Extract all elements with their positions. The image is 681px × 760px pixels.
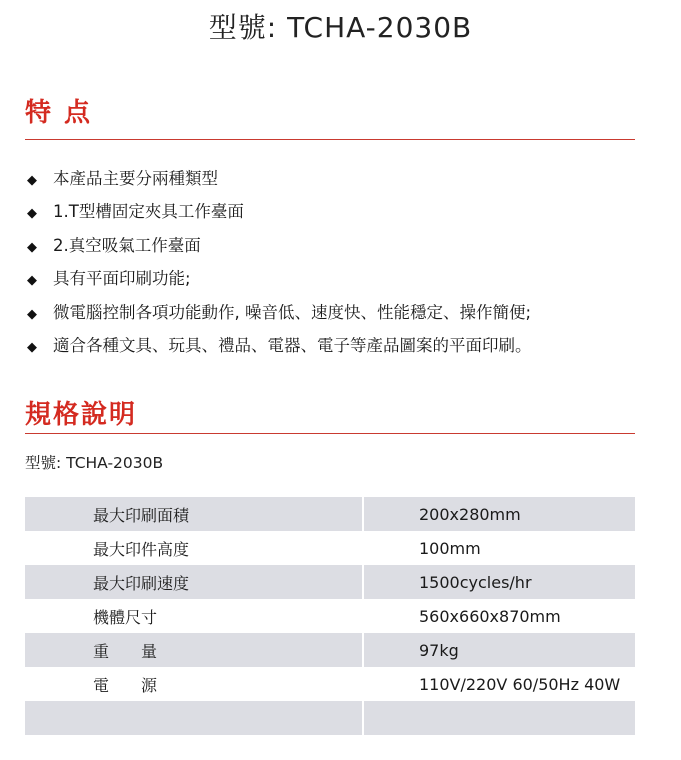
table-row <box>25 497 635 531</box>
features-divider <box>25 139 635 140</box>
spec-label: 電 源 <box>93 675 158 695</box>
page-title: 型號: TCHA-2030B <box>208 11 473 44</box>
diamond-bullet-icon: ◆ <box>27 339 37 355</box>
features-heading: 特 点 <box>25 98 93 128</box>
spec-label: 機體尺寸 <box>93 607 158 627</box>
feature-text: 微電腦控制各項功能動作, 噪音低、速度快、性能穩定、操作簡便; <box>53 302 532 322</box>
spec-value: 200x280mm <box>364 497 635 531</box>
table-row <box>25 633 635 667</box>
spec-value: 100mm <box>419 538 481 558</box>
feature-text: 適合各種文具、玩具、禮品、電器、電子等產品圖案的平面印刷。 <box>53 335 532 355</box>
feature-text: 本產品主要分兩種類型 <box>53 169 218 188</box>
table-row <box>25 599 635 633</box>
list-item <box>27 233 532 266</box>
specs-heading: 規格說明 <box>25 400 138 430</box>
specs-table <box>25 497 635 735</box>
feature-text: 1.T型槽固定夾具工作臺面 <box>53 202 244 222</box>
table-row <box>25 565 635 599</box>
table-row <box>25 531 635 565</box>
spec-value <box>364 701 635 735</box>
spec-label: 最大印刷面積 <box>25 497 362 531</box>
diamond-bullet-icon: ◆ <box>27 239 37 255</box>
spec-value: 110V/220V 60/50Hz 40W <box>419 674 621 694</box>
table-row <box>25 701 635 735</box>
table-row <box>25 667 635 701</box>
feature-list <box>27 166 532 366</box>
spec-value: 97kg <box>364 633 635 667</box>
diamond-bullet-icon: ◆ <box>27 206 37 222</box>
diamond-bullet-icon: ◆ <box>27 306 37 322</box>
spec-label: 最大印刷速度 <box>25 565 362 599</box>
list-item <box>27 266 532 299</box>
model-line: 型號: TCHA-2030B <box>25 454 164 472</box>
specs-divider <box>25 433 635 434</box>
diamond-bullet-icon: ◆ <box>27 173 37 188</box>
spec-value: 1500cycles/hr <box>364 565 635 599</box>
spec-label <box>25 701 362 735</box>
feature-text: 2.真空吸氣工作臺面 <box>53 235 201 255</box>
feature-text: 具有平面印刷功能; <box>53 269 191 289</box>
spec-label: 最大印件高度 <box>93 539 190 559</box>
diamond-bullet-icon: ◆ <box>27 273 37 289</box>
spec-label: 重 量 <box>25 633 362 667</box>
list-item <box>27 199 532 232</box>
list-item <box>27 333 532 366</box>
list-item <box>27 166 532 199</box>
list-item <box>27 300 532 333</box>
spec-value: 560x660x870mm <box>419 606 561 626</box>
